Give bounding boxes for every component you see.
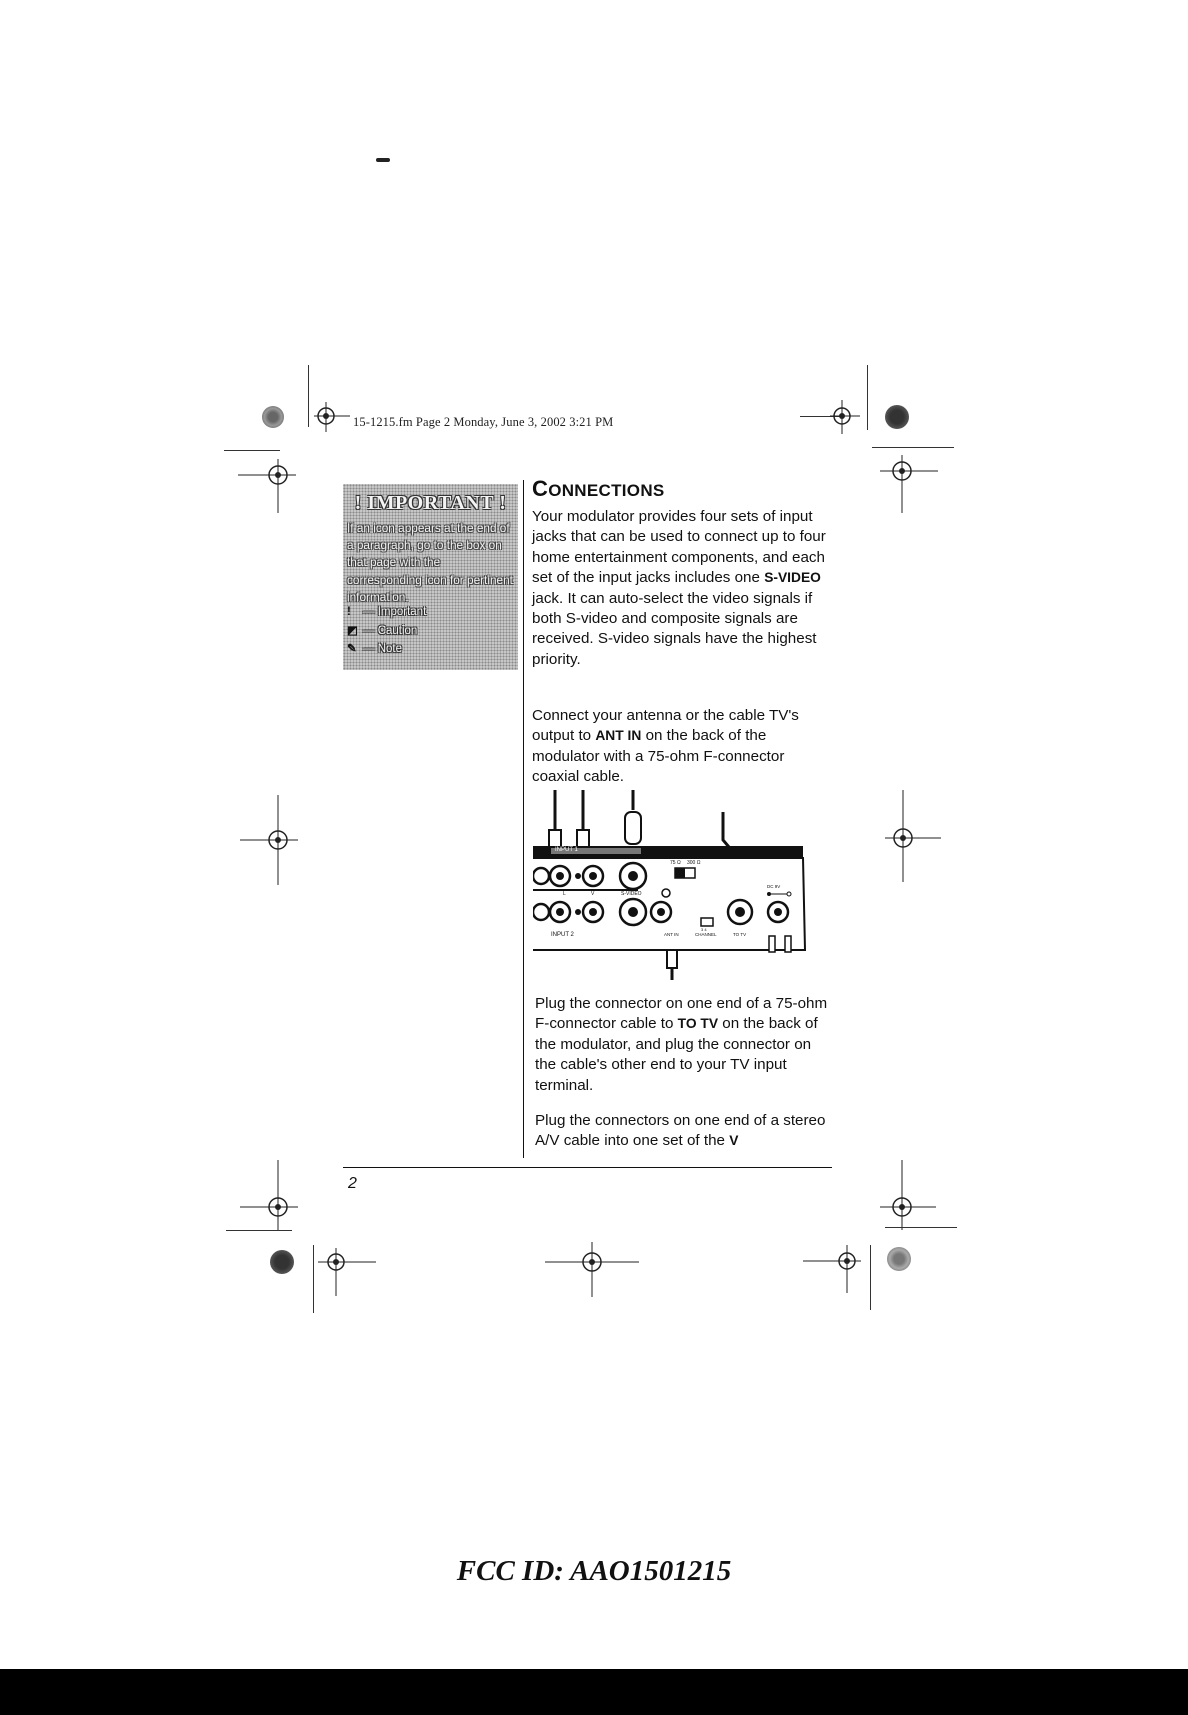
footer-rule [343,1167,832,1168]
registration-dot-icon [885,405,909,429]
fcc-id: FCC ID: AAO1501215 [456,1555,732,1587]
caution-icon: ◩ [347,625,358,637]
important-box [343,484,518,670]
crosshair-icon [830,400,866,434]
diagram-label-input2: INPUT 2 [551,932,574,938]
registration-dot-icon [262,406,284,428]
important-body: If an icon appears at the end of a paragraph, go to the box on that page with the corresponding icon for pertinent information. [347,521,513,604]
important-title: ! IMPORTANT ! [354,492,507,514]
connection-diagram [533,790,823,980]
legend-caution: ◩ — Caution [347,625,418,637]
paragraph-1: Your modulator provides four sets of input jacks that can be used to connect up to four home entertainment components, and each set of the input jacks includes one S-VIDEO jack. It can auto-select the video signals if both S-video and composite signals are received. S-video signals have the highest priority. [532,508,826,668]
diagram-label-input1: INPUT 1 [555,847,578,853]
crosshair-icon [880,455,940,515]
diagram-label-l: L [563,891,566,897]
crosshair-icon [803,1245,863,1295]
diagram-label-ant-in: ANT IN [664,932,679,937]
crosshair-icon [314,402,350,438]
paragraph-2: Connect your antenna or the cable TV's output to ANT IN on the back of the modulator with a 75-ohm F-connector coaxial cable. [532,707,799,786]
diagram-label-channel: CHANNEL [695,932,717,937]
stray-mark [376,158,390,162]
paragraph-3: Plug the connector on one end of a 75-ohm F-connector cable to TO TV on the back of the modulator, and plug the connector on the cable's other end to your TV input terminal. [535,995,828,1094]
crosshair-icon [318,1248,378,1298]
diagram-label-to-tv: TO TV [733,932,747,937]
crosshair-icon [545,1242,639,1297]
legend-important: ! — Important [347,606,427,618]
crosshair-icon [240,1160,300,1230]
registration-dot-icon [270,1250,294,1274]
crosshair-icon [240,795,300,885]
page-number: 2 [348,1175,357,1192]
diagram-label-300ohm: 300 Ω [687,860,701,866]
diagram-label-v: V [591,891,595,897]
legend-note: ✎ — Note [347,643,402,655]
crosshair-icon [885,790,945,882]
diagram-label-75ohm: 75 Ω [670,860,681,866]
paragraph-4: Plug the connectors on one end of a stereo A/V cable into one set of the V [535,1112,826,1150]
scan-border-bar [0,1669,1188,1715]
crosshair-icon [880,1160,940,1230]
note-icon: ✎ [347,643,357,655]
section-title: CONNECTIONS [532,476,665,501]
diagram-label-ch34: 3 4 [701,927,707,932]
crosshair-icon [238,455,298,515]
registration-dot-icon [887,1247,911,1271]
diagram-label-svideo: S-VIDEO [621,891,642,897]
column-divider [523,480,524,1158]
page-header: 15-1215.fm Page 2 Monday, June 3, 2002 3:21 PM [353,415,614,429]
diagram-label-dc: DC 9V [767,884,781,889]
exclamation-icon: ! [347,606,351,618]
